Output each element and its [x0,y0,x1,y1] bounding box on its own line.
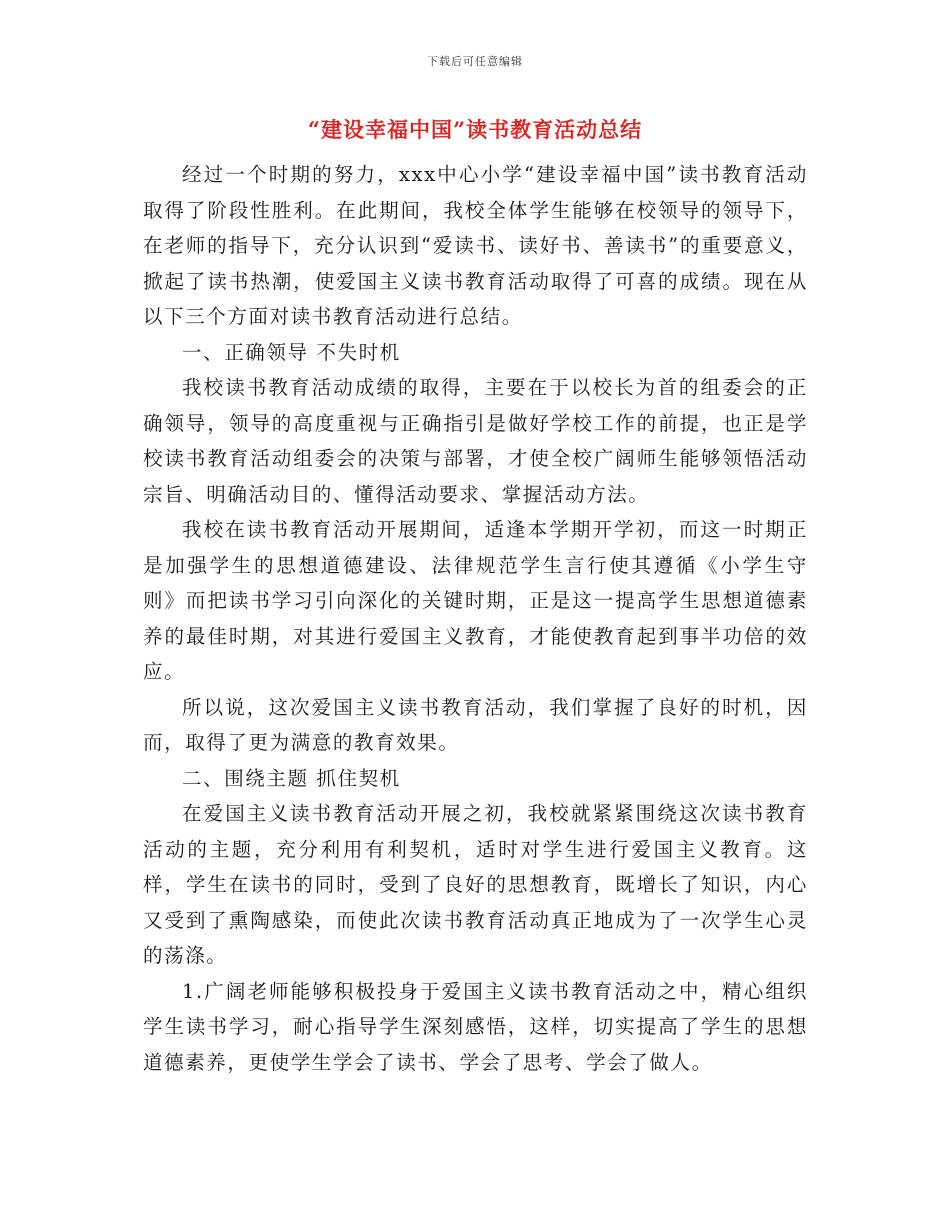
list-item-1: 1.广阔老师能够积极投身于爱国主义读书教育活动之中，精心组织学生读书学习，耐心指导学生深刻感悟，这样，切实提高了学生的思想道德素养，更使学生学会了读书、学会了思考、学会了做人。 [143,979,808,1074]
paragraph-conclusion-1: 所以说，这次爱国主义读书教育活动，我们掌握了良好的时机，因而，取得了更为满意的教育效果。 [143,695,808,754]
section-heading-2: 二、围绕主题 抓住契机 [182,766,401,790]
document-title: “建设幸福中国”读书教育活动总结 [307,117,643,142]
paragraph-timing: 我校在读书教育活动开展期间，适逢本学期开学初，而这一时期正是加强学生的思想道德建设、法律规范学生言行使其遵循《小学生守则》而把读书学习引向深化的关键时期，正是这一提高学生思想道德素养的最佳时期，对其进行爱国主义教育，才能使教育起到事半功倍的效应。 [143,518,808,683]
paragraph-intro: 经过一个时期的努力，xxx中心小学“建设幸福中国”读书教育活动取得了阶段性胜利。在此期间，我校全体学生能够在校领导的领导下，在老师的指导下，充分认识到“爱读书、读好书、善读书”的重要意义，掀起了读书热潮，使爱国主义读书教育活动取得了可喜的成绩。现在从以下三个方面对读书教育活动进行总结。 [143,163,808,328]
paragraph-leadership: 我校读书教育活动成绩的取得，主要在于以校长为首的组委会的正确领导，领导的高度重视与正确指引是做好学校工作的前提，也正是学校读书教育活动组委会的决策与部署，才使全校广阔师生能够领悟活动宗旨、明确活动目的、懂得活动要求、掌握活动方法。 [143,376,808,506]
document-body [143,157,808,1080]
header-note: 下载后可任意编辑 [427,55,523,68]
section-heading-1: 一、正确领导 不失时机 [182,340,401,364]
paragraph-theme: 在爱国主义读书教育活动开展之初，我校就紧紧围绕这次读书教育活动的主题，充分利用有利契机，适时对学生进行爱国主义教育。这样，学生在读书的同时，受到了良好的思想教育，既增长了知识，内心又受到了熏陶感染，而使此次读书教育活动真正地成为了一次学生心灵的荡涤。 [143,802,808,967]
